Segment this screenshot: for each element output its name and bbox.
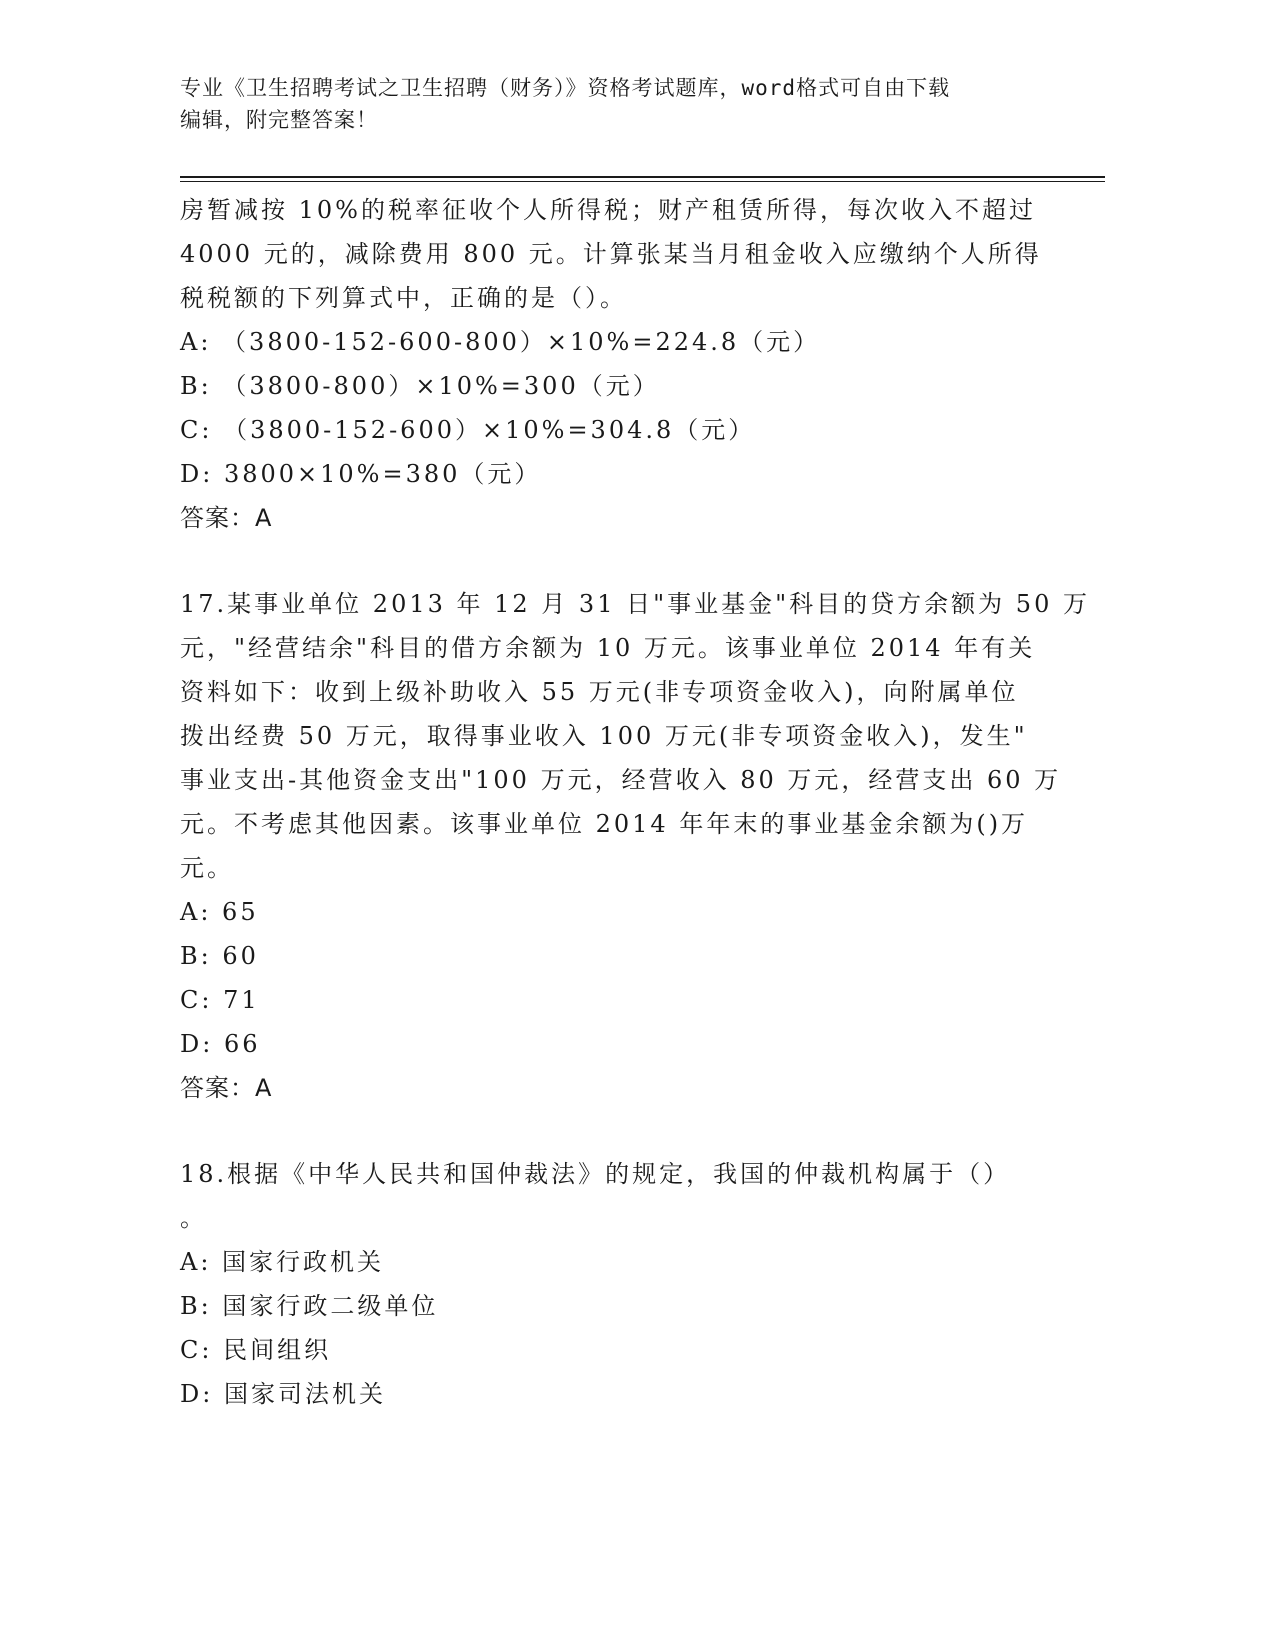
header-line-1: 专业《卫生招聘考试之卫生招聘（财务）》资格考试题库，word格式可自由下载: [180, 76, 951, 100]
question-17-option-d: D: 66: [180, 1030, 261, 1058]
question-16-stem-line: 房暂减按 10%的税率征收个人所得税；财产租赁所得，每次收入不超过: [180, 196, 1036, 224]
question-17-stem-line: 拨出经费 50 万元，取得事业收入 100 万元(非专项资金收入)，发生": [180, 722, 1028, 750]
header-divider-thin: [180, 181, 1105, 182]
question-18: [180, 1152, 1080, 1416]
question-16-answer: 答案：A: [180, 504, 273, 532]
question-18-option-c: C: 民间组织: [180, 1336, 332, 1364]
question-16-option-a: A: （3800-152-600-800）×10%=224.8（元）: [180, 328, 821, 356]
question-17-stem-line: 元。不考虑其他因素。该事业单位 2014 年年末的事业基金余额为()万: [180, 810, 1029, 838]
question-content: [180, 188, 1090, 1416]
question-17: [180, 582, 1090, 1110]
question-17-answer: 答案：A: [180, 1074, 273, 1102]
question-17-option-b: B: 60: [180, 942, 259, 970]
question-18-stem-line: 18.根据《中华人民共和国仲裁法》的规定，我国的仲裁机构属于（）: [180, 1160, 1011, 1188]
question-17-stem-line: 资料如下：收到上级补助收入 55 万元(非专项资金收入)，向附属单位: [180, 678, 1019, 706]
question-17-stem-line: 17.某事业单位 2013 年 12 月 31 日"事业基金"科目的贷方余额为 50 万: [180, 590, 1090, 618]
question-16: [180, 188, 1080, 540]
document-header: [180, 72, 1080, 136]
question-17-option-c: C: 71: [180, 986, 260, 1014]
question-16-option-d: D: 3800×10%=380（元）: [180, 460, 542, 488]
question-17-stem-line: 事业支出-其他资金支出"100 万元，经营收入 80 万元，经营支出 60 万: [180, 766, 1062, 794]
question-17-stem-line: 元。: [180, 854, 234, 882]
question-16-stem-line: 4000 元的，减除费用 800 元。计算张某当月租金收入应缴纳个人所得: [180, 240, 1042, 268]
question-18-stem-line: 。: [180, 1204, 207, 1232]
question-spacer: [180, 1110, 1080, 1152]
question-17-option-a: A: 65: [180, 898, 259, 926]
question-16-option-c: C: （3800-152-600）×10%=304.8（元）: [180, 416, 756, 444]
question-18-option-a: A: 国家行政机关: [180, 1248, 385, 1276]
question-16-option-b: B: （3800-800）×10%=300（元）: [180, 372, 660, 400]
question-18-option-d: D: 国家司法机关: [180, 1380, 386, 1408]
question-18-option-b: B: 国家行政二级单位: [180, 1292, 439, 1320]
question-spacer: [180, 540, 1080, 582]
header-line-2: 编辑，附完整答案！: [180, 108, 378, 132]
question-17-stem-line: 元，"经营结余"科目的借方余额为 10 万元。该事业单位 2014 年有关: [180, 634, 1036, 662]
question-16-stem-line: 税税额的下列算式中，正确的是（）。: [180, 284, 627, 312]
header-divider-thick: [180, 176, 1105, 178]
